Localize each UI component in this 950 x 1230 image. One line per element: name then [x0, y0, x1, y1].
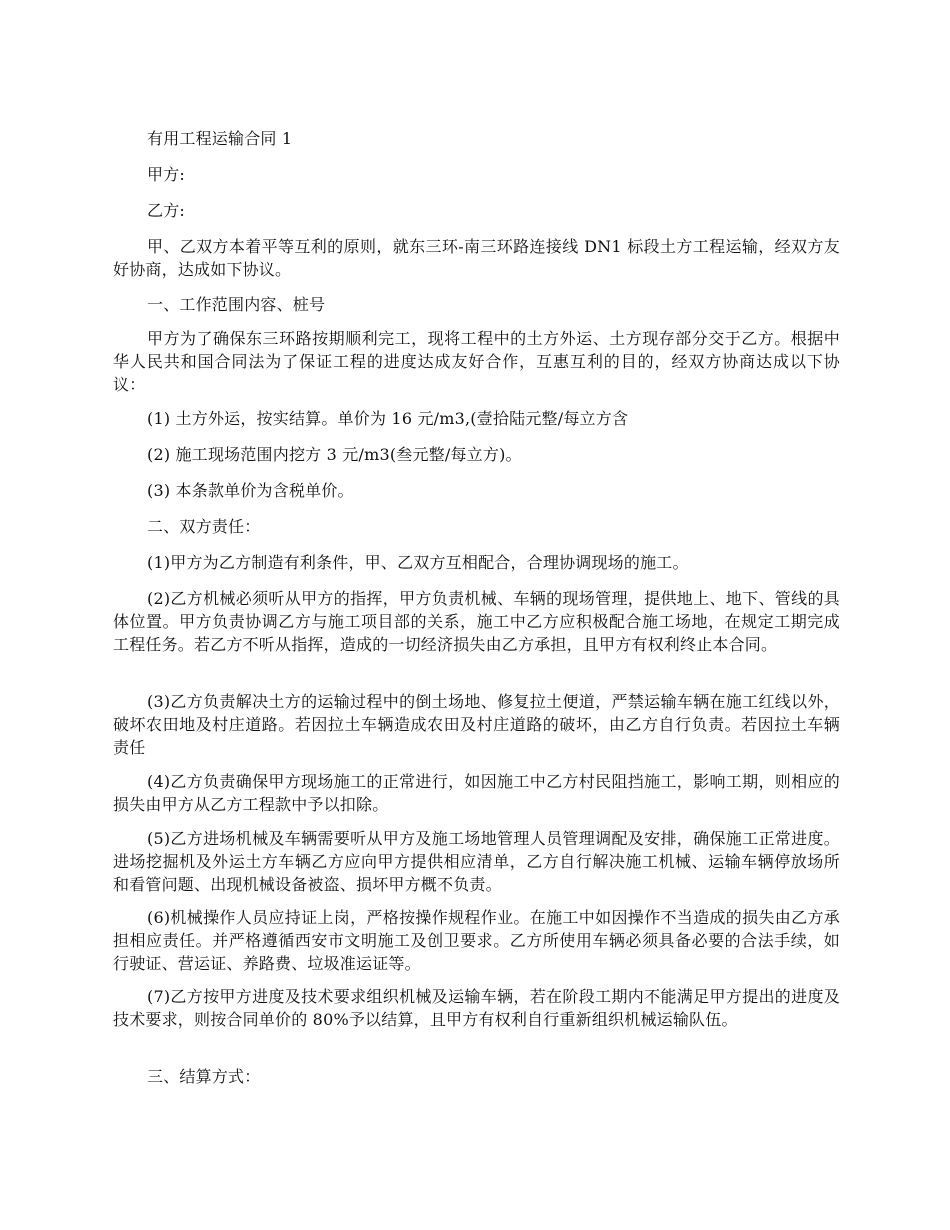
section2-heading: 二、双方责任：: [147, 517, 261, 536]
section2-item-3: (3)乙方负责解决土方的运输过程中的倒土场地、修复拉土便道，严禁运输车辆在施工红线以外，破坏农田地及村庄道路。若因拉土车辆造成农田及村庄道路的破坏，由乙方自行负责。若因拉土车辆责任: [113, 692, 840, 757]
section2-item-4: (4)乙方负责确保甲方现场施工的正常进行，如因施工中乙方村民阻挡施工，影响工期，则相应的损失由甲方从乙方工程款中予以扣除。: [113, 772, 840, 814]
section2-item-2: (2)乙方机械必须听从甲方的指挥，甲方负责机械、车辆的现场管理，提供地上、地下、管线的具体位置。甲方负责协调乙方与施工项目部的关系，施工中乙方应积极配合施工场地，在规定工期完成工程任务。若乙方不听从指挥，造成的一切经济损失由乙方承担，且甲方有权利终止本合同。: [113, 589, 840, 654]
section1-item-2: (2) 施工现场范围内挖方 3 元/m3(叁元整/每立方)。: [147, 445, 522, 464]
party-a-label: 甲方:: [147, 165, 185, 184]
section3-heading: 三、结算方式：: [147, 1067, 261, 1086]
document-title: 有用工程运输合同 1: [147, 129, 293, 148]
section2-item-6: (6)机械操作人员应持证上岗，严格按操作规程作业。在施工中如因操作不当造成的损失由乙方承担相应责任。并严格遵循西安市文明施工及创卫要求。乙方所使用车辆必须具备必要的合法手续，如行驶证、营运证、养路费、垃圾准运证等。: [113, 908, 840, 973]
section1-item-1: (1) 土方外运，按实结算。单价为 16 元/m3,(壹拾陆元整/每立方含: [147, 409, 629, 428]
intro-paragraph: 甲、乙双方本着平等互利的原则，就东三环-南三环路连接线 DN1 标段土方工程运输，经双方友好协商，达成如下协议。: [113, 237, 840, 279]
section1-heading: 一、工作范围内容、桩号: [147, 295, 326, 314]
section2-item-1: (1)甲方为乙方制造有利条件，甲、乙双方互相配合，合理协调现场的施工。: [147, 553, 689, 572]
section1-body: 甲方为了确保东三环路按期顺利完工，现将工程中的土方外运、土方现存部分交于乙方。根据中华人民共和国合同法为了保证工程的进度达成友好合作，互惠互利的目的，经双方协商达成以下协议：: [113, 329, 840, 394]
section2-item-5: (5)乙方进场机械及车辆需要听从甲方及施工场地管理人员管理调配及安排，确保施工正常进度。进场挖掘机及外运土方车辆乙方应向甲方提供相应清单，乙方自行解决施工机械、运输车辆停放场所和看管问题、出现机械设备被盗、损坏甲方概不负责。: [113, 829, 840, 894]
section1-item-3: (3) 本条款单价为含税单价。: [147, 481, 354, 500]
party-b-label: 乙方:: [147, 201, 185, 220]
section2-item-7: (7)乙方按甲方进度及技术要求组织机械及运输车辆，若在阶段工期内不能满足甲方提出的进度及技术要求，则按合同单价的 80%予以结算，且甲方有权利自行重新组织机械运输队伍。: [113, 987, 840, 1029]
